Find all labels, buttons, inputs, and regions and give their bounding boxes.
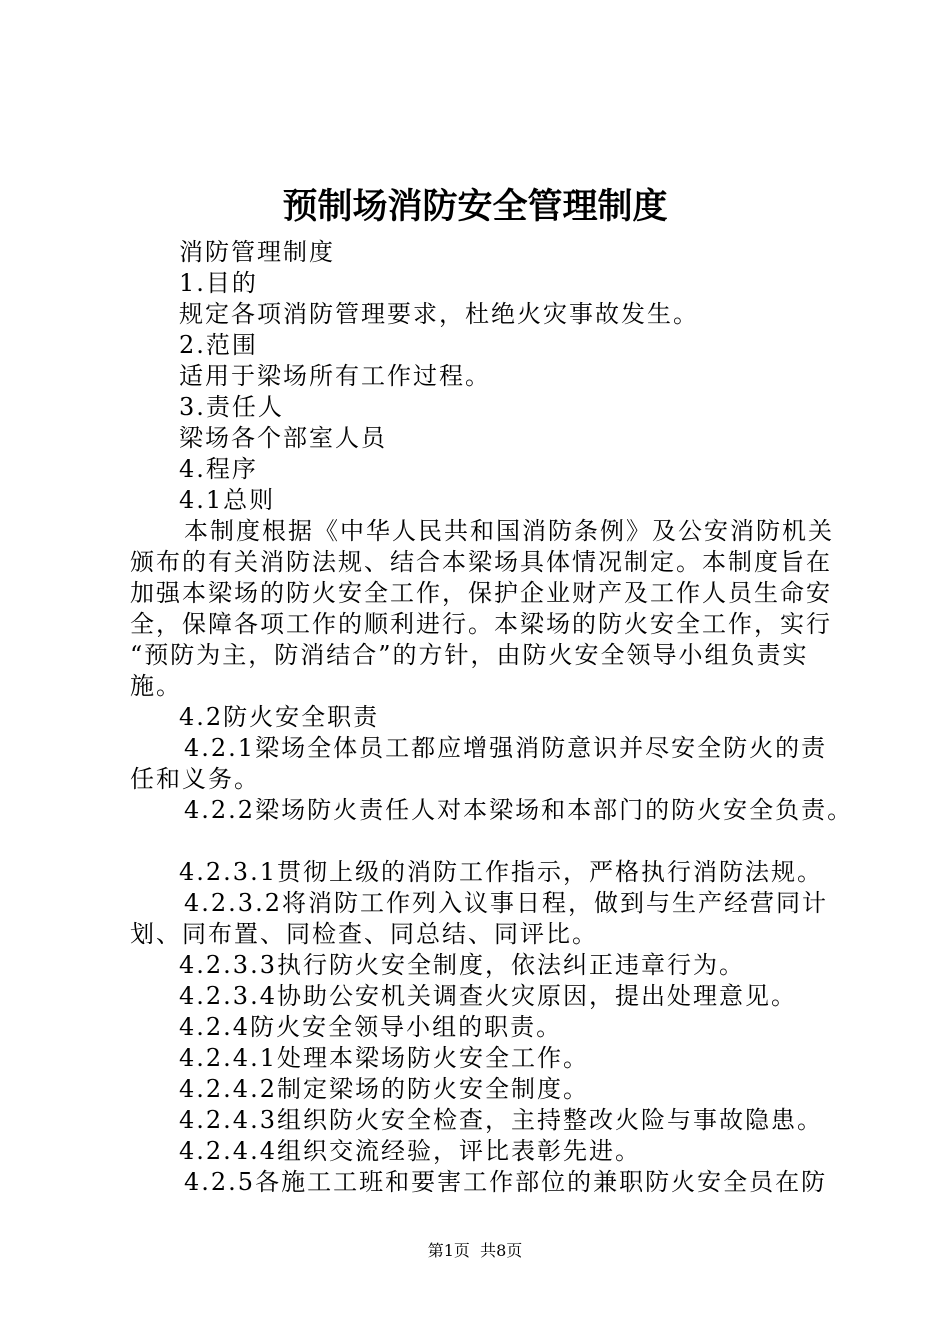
paragraph-line: 消防管理制度: [179, 238, 335, 266]
page-footer: [0, 1240, 950, 1262]
paragraph-line: 4.2.3.2将消防工作列入议事日程，做到与生产经营同计: [184, 889, 828, 917]
paragraph-line: 4.2.4.1处理本梁场防火安全工作。: [179, 1044, 589, 1072]
paragraph-line: 4.2.3.4协助公安机关调查火灾原因，提出处理意见。: [179, 982, 797, 1010]
paragraph-line: 4.2.4防火安全领导小组的职责。: [179, 1013, 563, 1041]
paragraph-line: 3.责任人: [179, 393, 284, 421]
page-number-label: 第1页 共8页: [427, 1241, 523, 1260]
paragraph-line: 本制度根据《中华人民共和国消防条例》及公安消防机关: [184, 517, 834, 545]
paragraph-line: [130, 826, 830, 857]
paragraph-line: 4.2.2梁场防火责任人对本梁场和本部门的防火安全负责。: [184, 796, 854, 824]
paragraph-line: 4.2.3.1贯彻上级的消防工作指示，严格执行消防法规。: [179, 858, 823, 886]
paragraph-line: 4.2.3.3执行防火安全制度，依法纠正违章行为。: [179, 951, 745, 979]
document-body: [130, 237, 854, 1198]
paragraph-line: 规定各项消防管理要求，杜绝火灾事故发生。: [179, 300, 699, 328]
paragraph-line: 4.1总则: [179, 486, 276, 514]
document-title: 预制场消防安全管理制度: [282, 186, 668, 227]
paragraph-line: 4.2.4.4组织交流经验，评比表彰先进。: [179, 1137, 641, 1165]
paragraph-line: 全，保障各项工作的顺利进行。本梁场的防火安全工作，实行: [130, 610, 832, 638]
paragraph-line: 划、同布置、同检查、同总结、同评比。: [130, 920, 598, 948]
paragraph-line: 4.2.4.2制定梁场的防火安全制度。: [179, 1075, 589, 1103]
paragraph-line: 适用于梁场所有工作过程。: [179, 362, 491, 390]
paragraph-line: 2.范围: [179, 331, 258, 359]
paragraph-line: 任和义务。: [130, 765, 260, 793]
paragraph-line: 施。: [130, 672, 182, 700]
paragraph-line: 1.目的: [179, 269, 258, 297]
paragraph-line: 梁场各个部室人员: [179, 424, 387, 452]
paragraph-line: 4.2防火安全职责: [179, 703, 380, 731]
paragraph-line: 加强本梁场的防火安全工作，保护企业财产及工作人员生命安: [130, 579, 832, 607]
paragraph-line: “预防为主，防消结合”的方针，由防火安全领导小组负责实: [130, 641, 809, 669]
paragraph-line: 颁布的有关消防法规、结合本梁场具体情况制定。本制度旨在: [130, 548, 832, 576]
paragraph-line: 4.程序: [179, 455, 258, 483]
paragraph-line: 4.2.5各施工工班和要害工作部位的兼职防火安全员在防: [184, 1168, 828, 1196]
paragraph-line: 4.2.4.3组织防火安全检查，主持整改火险与事故隐患。: [179, 1106, 823, 1134]
paragraph-line: 4.2.1梁场全体员工都应增强消防意识并尽安全防火的责: [184, 734, 828, 762]
